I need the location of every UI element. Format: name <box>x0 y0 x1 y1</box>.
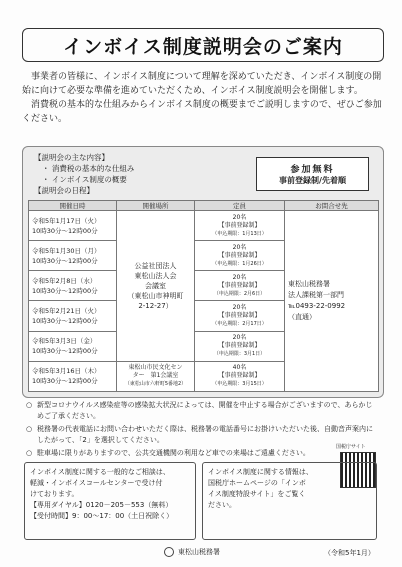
capacity-cell: 20名 【事前登録制】 （申込期限：2月6日） <box>195 271 285 301</box>
venue-cell: 公益社団法人 東松山法人会 会議室 （東松山市神明町 2-12-27） <box>117 211 195 362</box>
call-center-hours: 【受付時間】9：00～17：00（土日祝除く） <box>30 512 174 520</box>
note-item: ○ 新型コロナウイルス感染症等の感染拡大状況によっては、開催を中止する場合がございますので、あらかじめご了承ください。 <box>26 401 373 420</box>
note-item: ○ 税務署の代表電話にお問い合わせいただく際は、税務署の電話番号にお掛けいただいた後、自動音声案内にしたがって、「2」を選択してください。 <box>26 425 373 444</box>
date-cell: 令和5年2月8日（水） 10時30分～12時00分 <box>29 271 117 301</box>
capacity-cell: 20名 【事前登録制】 （申込期限：3月1日） <box>195 331 285 361</box>
notes-list <box>26 400 378 461</box>
free-label: 参加無料 <box>290 165 335 175</box>
note-item: ○ 駐車場に限りがありますので、公共交通機関の利用など車での来場はご遠慮ください。 <box>26 449 310 457</box>
date-cell: 令和5年3月16日（木） 10時30分～12時00分 <box>29 361 117 391</box>
intro-paragraph-1: 事業者の皆様に、インボイス制度について理解を深めていただき、インボイス制度の開始に向けて必要な準備を進めていただくため、インボイス制度説明会を開催します。 <box>22 72 382 96</box>
free-registration-badge <box>256 157 369 191</box>
outline-header <box>34 152 134 196</box>
header-venue: 開催場所 <box>117 201 195 211</box>
capacity-cell: 20名 【事前登録制】 （申込期限：1月13日） <box>195 211 285 241</box>
capacity-cell: 20名 【事前登録制】 （申込期限：2月17日） <box>195 301 285 331</box>
call-center-box: インボイス制度に関する一般的なご相談は、 軽減・インボイスコールセンターで受け付 けております。 【専用ダイヤル】0120－205－553（無料） 【受付時間】9：00～17：00（土日祝除く） <box>24 462 196 540</box>
page-title: インボイス制度説明会のご案内 <box>63 35 343 58</box>
contact-cell: 東松山税務署 法人課税第一部門 ℡0493-22-0992 （直通） <box>285 211 379 392</box>
tax-office-logo-icon <box>164 547 174 557</box>
table-header-row <box>29 201 379 211</box>
capacity-cell: 20名 【事前登録制】 （申込期限：1月26日） <box>195 241 285 271</box>
registration-label: 事前登録制/先着順 <box>279 176 346 185</box>
content-item: ・ 消費税の基本的な仕組み <box>42 164 135 173</box>
contents-label: 【説明会の主な内容】 <box>34 153 109 162</box>
capacity-cell: 40名 【事前登録制】 （申込期限：3月15日） <box>195 361 285 391</box>
header-datetime: 開催日時 <box>29 201 117 211</box>
intro-paragraph-2: 消費税の基本的な仕組みからインボイス制度の概要までご説明しますので、ぜひご参加ください。 <box>22 100 382 124</box>
call-center-phone: 【専用ダイヤル】0120－205－553（無料） <box>30 501 173 509</box>
schedule-label: 【説明会の日程】 <box>34 186 94 195</box>
venue-cell: 東松山市民文化セン ター 第1会議室 （東松山市六軒町5番地2） <box>117 361 195 391</box>
schedule-table <box>28 200 379 392</box>
content-item: ・ インボイス制度の概要 <box>42 175 127 184</box>
website-info-box: インボイス制度に関する情報は、 国税庁ホームページの「インボ イス制度特設サイト」をご覧く ださい。 <box>202 462 377 540</box>
date-cell: 令和5年2月21日（火） 10時30分～12時00分 <box>29 301 117 331</box>
date-cell: 令和5年3月3日（金） 10時30分～12時00分 <box>29 331 117 361</box>
table-row <box>29 211 379 241</box>
date-cell: 令和5年1月17日（火） 10時30分～12時00分 <box>29 211 117 241</box>
date-cell: 令和5年1月30日（月） 10時30分～12時00分 <box>29 241 117 271</box>
header-contact: お問合せ先 <box>285 201 379 211</box>
title-box <box>22 28 384 62</box>
qr-label: 国税庁サイト <box>336 444 366 450</box>
intro-text <box>22 70 384 126</box>
footer-date: （令和5年1月） <box>324 549 375 557</box>
header-capacity: 定員 <box>195 201 285 211</box>
footer-office-name: 東松山税務署 <box>178 548 220 556</box>
